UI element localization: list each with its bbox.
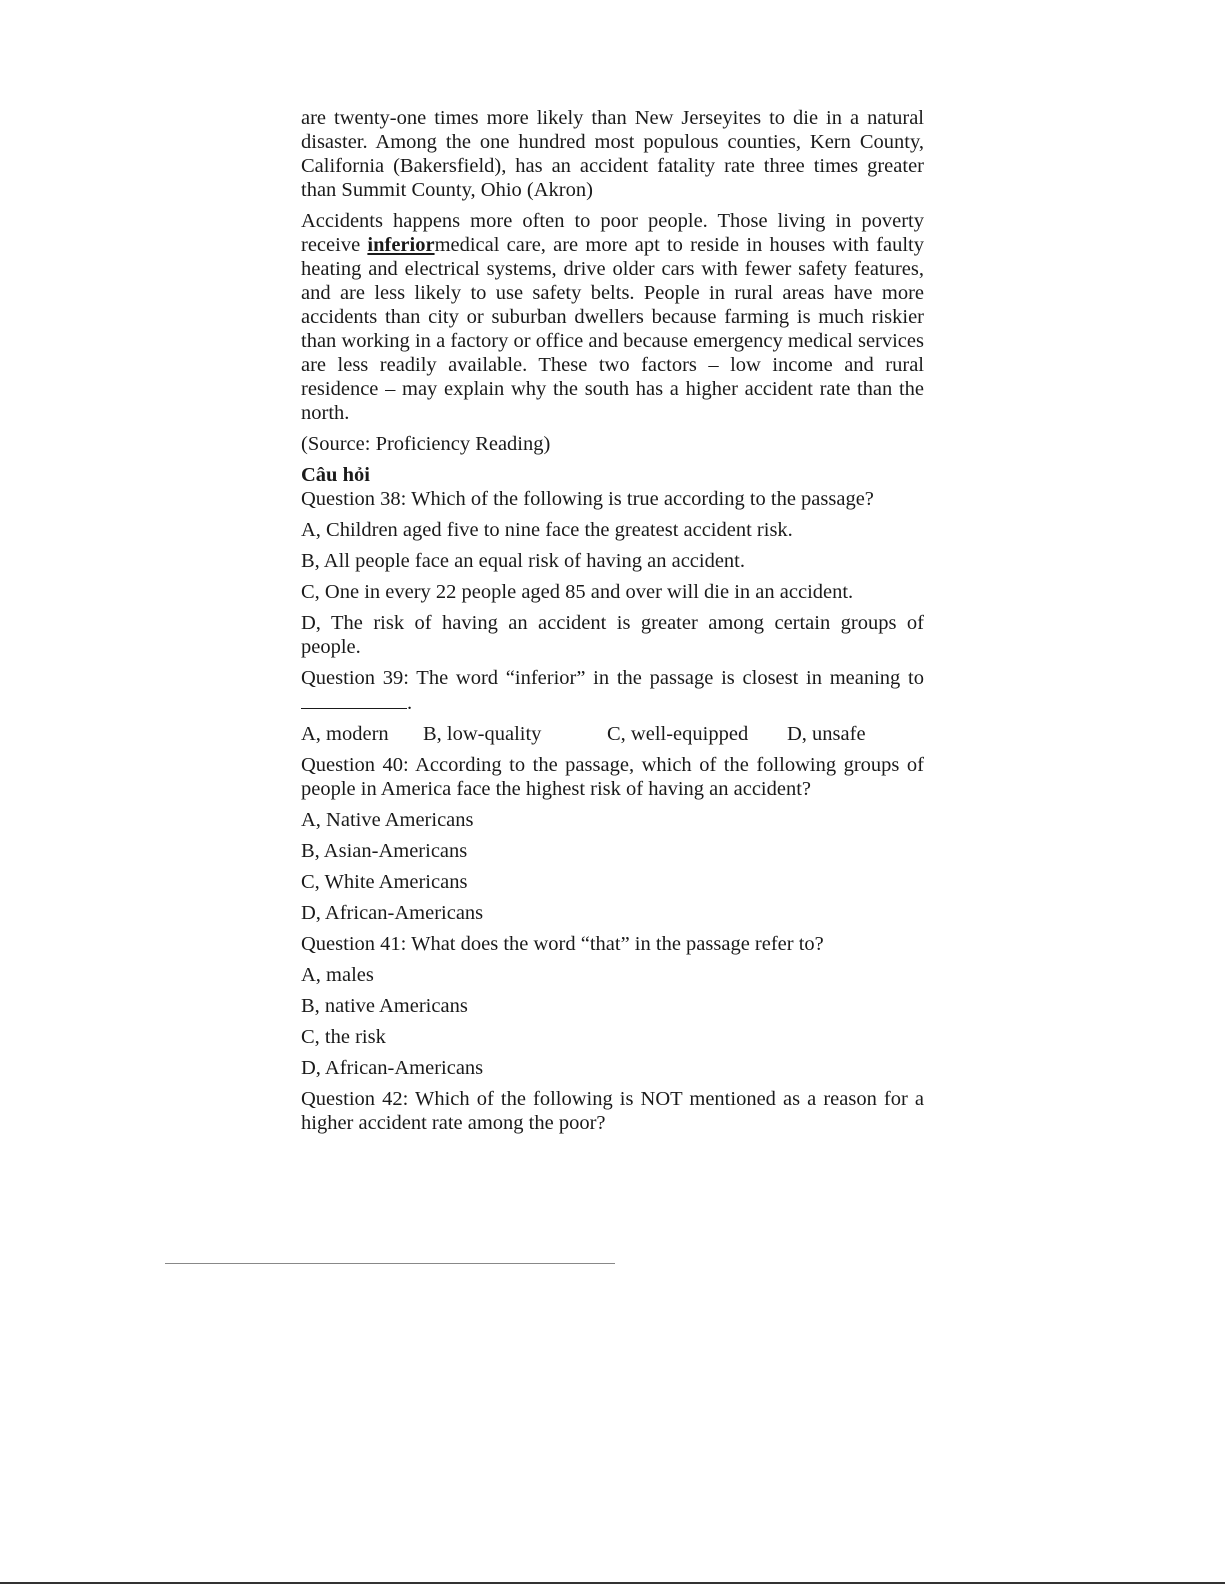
question-39-option-c: C, well-equipped [607, 723, 749, 745]
question-38-option-a: A, Children aged five to nine face the greatest accident risk. [301, 519, 793, 541]
question-41 [301, 932, 924, 1080]
question-40 [301, 753, 924, 925]
question-41-prompt: Question 41: What does the word “that” in the passage refer to? [301, 933, 824, 955]
questions-heading: Câu hỏi [301, 464, 370, 486]
passage-source: (Source: Proficiency Reading) [301, 433, 551, 455]
question-40-option-b: B, Asian-Americans [301, 840, 468, 862]
question-39-option-d: D, unsafe [787, 723, 866, 745]
underlined-word-inferior: inferior [367, 234, 435, 256]
question-42 [301, 1087, 924, 1135]
question-38-prompt: Question 38: Which of the following is true according to the passage? [301, 488, 874, 510]
paragraph-2-lead: Accidents happens more often to poor people. Those living in poverty receive [301, 210, 924, 256]
question-40-option-c: C, White Americans [301, 871, 468, 893]
question-38 [301, 487, 924, 659]
question-39-prompt [301, 666, 924, 715]
footnote-separator [165, 1263, 615, 1264]
question-40-option-d: D, African-Americans [301, 902, 484, 924]
question-38-option-d: D, The risk of having an accident is greater among certain groups of people. [301, 612, 924, 658]
question-40-prompt: Question 40: According to the passage, which of the following groups of people in America face the highest risk of having an accident? [301, 754, 924, 800]
question-40-option-a: A, Native Americans [301, 809, 474, 831]
question-41-option-a: A, males [301, 964, 374, 986]
question-39-prompt-end: . [407, 692, 413, 714]
question-38-option-b: B, All people face an equal risk of having an accident. [301, 550, 746, 572]
page-content [301, 106, 924, 1142]
question-42-prompt: Question 42: Which of the following is NOT mentioned as a reason for a higher accident rate among the poor? [301, 1088, 924, 1134]
question-41-option-d: D, African-Americans [301, 1057, 484, 1079]
paragraph-2-rest: medical care, are more apt to reside in houses with faulty heating and electrical systems, drive older cars with fewer safety features, and are less likely to use safety belts. People in rural areas have more accidents than city or suburban dwellers because farming is much riskier than working in a factory or office and because emergency medical services are less readily available. These two factors – low income and rural residence – may explain why the south has a higher accident rate than the north. [301, 234, 924, 424]
answer-blank [301, 690, 407, 709]
passage-paragraph-2 [301, 209, 924, 425]
question-41-option-b: B, native Americans [301, 995, 468, 1017]
question-39-prompt-text: Question 39: The word “inferior” in the passage is closest in meaning to [301, 667, 924, 689]
question-39-option-a: A, modern [301, 723, 389, 745]
page-bottom-edge [0, 1582, 1225, 1584]
question-39 [301, 666, 924, 746]
passage-paragraph-1: are twenty-one times more likely than New Jerseyites to die in a natural disaster. Among the one hundred most populous counties, Kern County, California (Bakersfield), has an accident fatality rate three times greater than Summit County, Ohio (Akron) [301, 107, 924, 201]
question-39-option-b: B, low-quality [423, 723, 542, 745]
question-38-option-c: C, One in every 22 people aged 85 and over will die in an accident. [301, 581, 854, 603]
question-41-option-c: C, the risk [301, 1026, 386, 1048]
question-39-options [301, 722, 924, 746]
